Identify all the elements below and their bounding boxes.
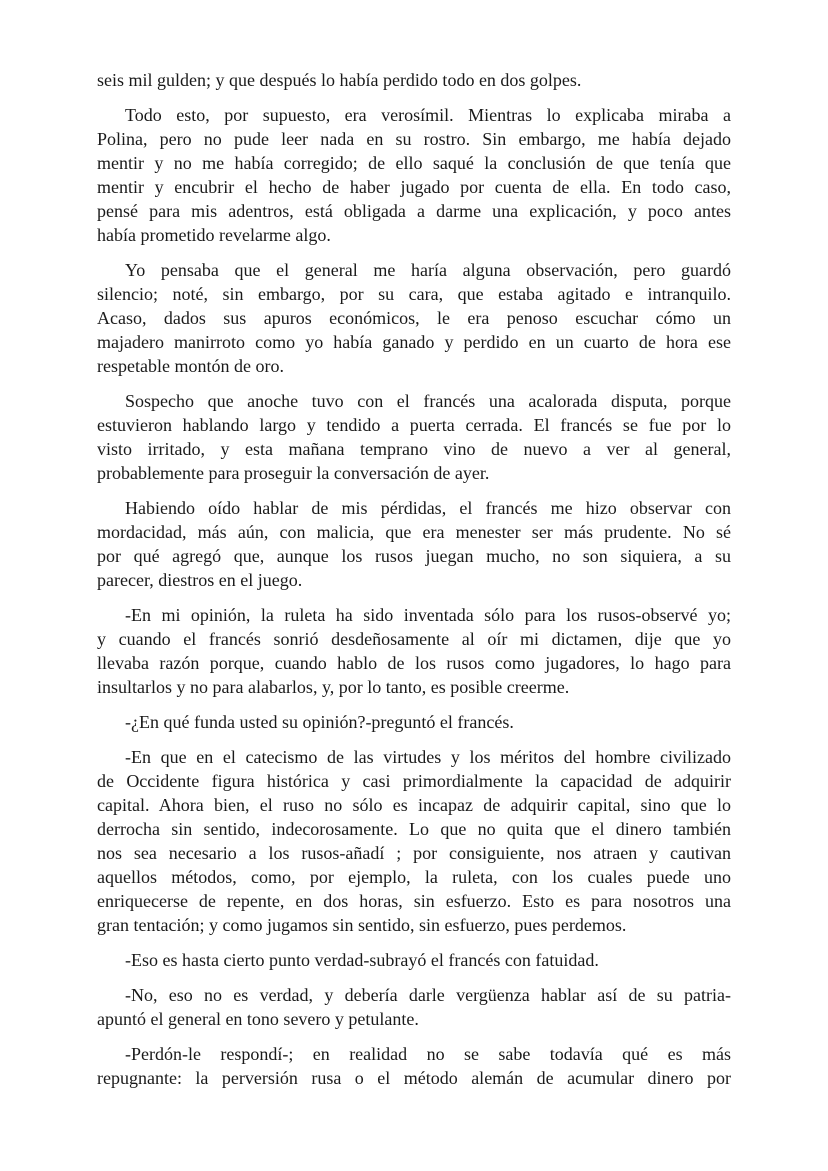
text-line: por qué agregó que, aunque los rusos juegan mucho, no son siquiera, a su [97,546,731,566]
text-line: Yo pensaba que el general me haría alguna observación, pero guardó [125,260,731,280]
paragraph [97,103,731,247]
text-line: Todo esto, por supuesto, era verosímil. Mientras lo explicaba miraba a [125,105,731,125]
text-line: derrocha sin sentido, indecorosamente. Lo que no quita que el dinero también [97,819,731,839]
text-line: majadero manirroto como yo había ganado y perdido en un cuarto de hora ese [97,332,731,352]
text-line: -Perdón-le respondí-; en realidad no se sabe todavía qué es más [125,1044,731,1064]
text-line: Polina, pero no pude leer nada en su rostro. Sin embargo, me había dejado [97,129,731,149]
paragraph [97,983,731,1031]
text-line: seis mil gulden; y que después lo había perdido todo en dos golpes. [97,70,582,90]
paragraph [97,710,731,734]
text-line: -No, eso no es verdad, y debería darle vergüenza hablar así de su patria- [125,985,731,1005]
text-line: pensé para mis adentros, está obligada a darme una explicación, y poco antes [97,201,731,221]
text-line: gran tentación; y como jugamos sin sentido, sin esfuerzo, pues perdemos. [97,915,627,935]
text-line: repugnante: la perversión rusa o el método alemán de acumular dinero por [97,1068,731,1088]
paragraph [97,745,731,937]
text-line: aquellos métodos, como, por ejemplo, la ruleta, con los cuales puede uno [97,867,731,887]
text-line: Habiendo oído hablar de mis pérdidas, el francés me hizo observar con [125,498,731,518]
text-line: Acaso, dados sus apuros económicos, le era penoso escuchar cómo un [97,308,731,328]
text-line: respetable montón de oro. [97,356,284,376]
paragraph [97,603,731,699]
text-line: -Eso es hasta cierto punto verdad-subrayó el francés con fatuidad. [125,950,599,970]
paragraph [97,496,731,592]
text-line: Sospecho que anoche tuvo con el francés una acalorada disputa, porque [125,391,731,411]
text-line: parecer, diestros en el juego. [97,570,303,590]
paragraph [97,68,731,92]
text-line: -En que en el catecismo de las virtudes y los méritos del hombre civilizado [125,747,731,767]
paragraph [97,389,731,485]
text-line: apuntó el general en tono severo y petulante. [97,1009,419,1029]
document-page [97,68,731,1101]
text-line: -En mi opinión, la ruleta ha sido inventada sólo para los rusos-observé yo; [125,605,731,625]
text-line: llevaba razón porque, cuando hablo de los rusos como jugadores, lo hago para [97,653,731,673]
text-line: -¿En qué funda usted su opinión?-preguntó el francés. [125,712,514,732]
text-line: visto irritado, y esta mañana temprano vino de nuevo a ver al general, [97,439,731,459]
paragraph [97,258,731,378]
text-line: nos sea necesario a los rusos-añadí ; por consiguiente, nos atraen y cautivan [97,843,731,863]
text-line: mentir y encubrir el hecho de haber jugado por cuenta de ella. En todo caso, [97,177,731,197]
text-line: silencio; noté, sin embargo, por su cara, que estaba agitado e intranquilo. [97,284,731,304]
paragraph [97,1042,731,1090]
paragraph [97,948,731,972]
text-line: había prometido revelarme algo. [97,225,331,245]
text-line: de Occidente figura histórica y casi primordialmente la capacidad de adquirir [97,771,731,791]
text-line: mordacidad, más aún, con malicia, que era menester ser más prudente. No sé [97,522,731,542]
text-line: enriquecerse de repente, en dos horas, sin esfuerzo. Esto es para nosotros una [97,891,731,911]
text-line: mentir y no me había corregido; de ello saqué la conclusión de que tenía que [97,153,731,173]
text-line: insultarlos y no para alabarlos, y, por lo tanto, es posible creerme. [97,677,570,697]
text-line: capital. Ahora bien, el ruso no sólo es incapaz de adquirir capital, sino que lo [97,795,731,815]
text-line: probablemente para proseguir la conversación de ayer. [97,463,490,483]
text-line: estuvieron hablando largo y tendido a puerta cerrada. El francés se fue por lo [97,415,731,435]
text-line: y cuando el francés sonrió desdeñosamente al oír mi dictamen, dije que yo [97,629,731,649]
